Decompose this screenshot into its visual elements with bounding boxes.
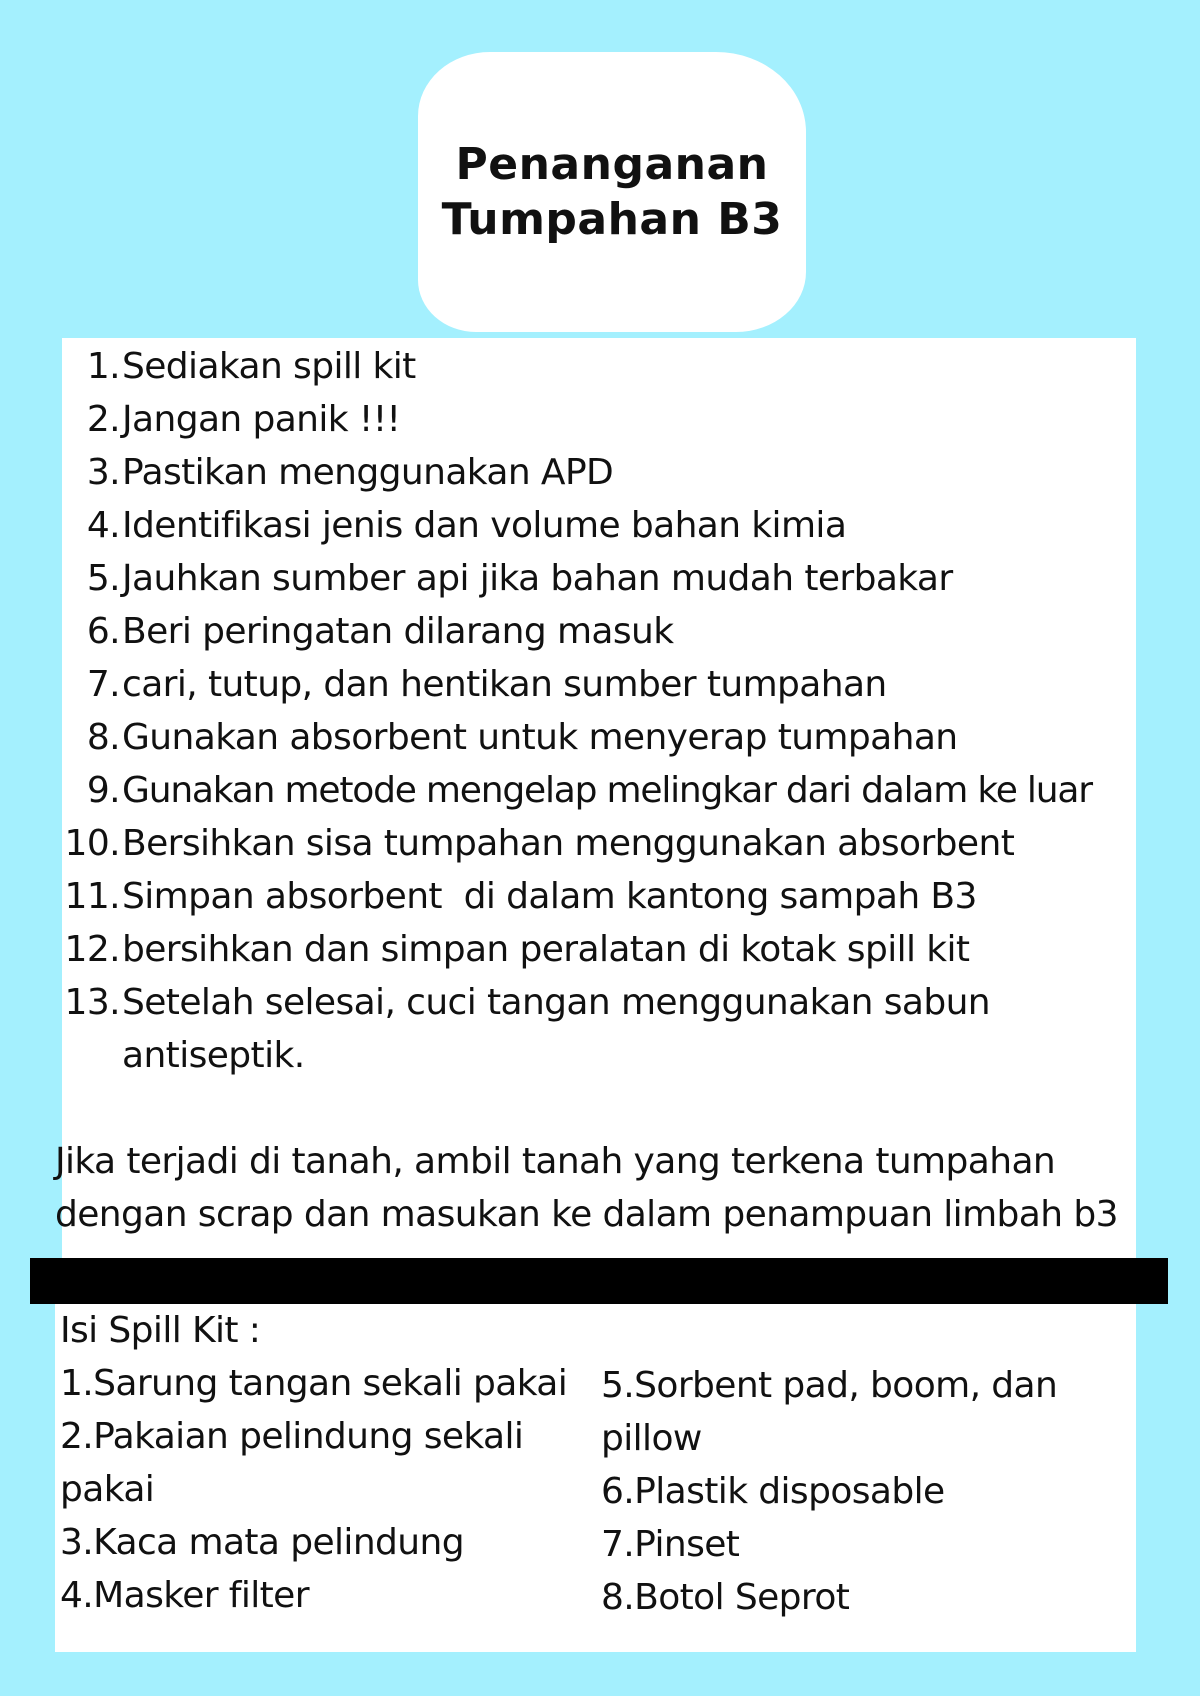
list-item: 8.Botol Seprot <box>601 1577 850 1618</box>
list-item <box>62 605 1142 658</box>
step-number: 12. <box>64 929 120 970</box>
step-text: Jauhkan sumber api jika bahan mudah terbakar <box>122 558 953 599</box>
list-item: 2.Pakaian pelindung sekali pakai <box>60 1416 524 1510</box>
step-number: 4. <box>86 505 120 546</box>
spill-kit-left-column <box>60 1357 580 1622</box>
divider-bar <box>30 1258 1168 1304</box>
step-number: 10. <box>64 823 120 864</box>
step-number: 8. <box>86 717 120 758</box>
step-number: 7. <box>86 664 120 705</box>
step-number: 5. <box>86 558 120 599</box>
step-number: 13. <box>64 982 120 1023</box>
list-item <box>62 711 1142 764</box>
list-item: 5.Sorbent pad, boom, dan pillow <box>601 1365 1058 1459</box>
step-text: Bersihkan sisa tumpahan menggunakan absorbent <box>122 823 1015 864</box>
step-text: Sediakan spill kit <box>122 346 416 387</box>
list-item <box>62 552 1142 605</box>
step-text: Jangan panik !!! <box>122 399 401 440</box>
list-item <box>62 499 1142 552</box>
spill-kit-heading: Isi Spill Kit : <box>60 1310 261 1351</box>
list-item <box>62 764 1142 817</box>
title-card <box>418 52 806 332</box>
list-item <box>62 870 1142 923</box>
step-text: Pastikan menggunakan APD <box>122 452 614 493</box>
step-number: 9. <box>86 770 120 811</box>
soil-spill-note: Jika terjadi di tanah, ambil tanah yang terkena tumpahan dengan scrap dan masukan ke dalam penampuan limbah b3 <box>55 1141 1118 1235</box>
list-item: 7.Pinset <box>601 1524 740 1565</box>
list-item <box>62 976 1142 1082</box>
step-text: Gunakan metode mengelap melingkar dari dalam ke luar <box>122 770 1092 811</box>
list-item: 3.Kaca mata pelindung <box>60 1522 464 1563</box>
step-text: Setelah selesai, cuci tangan menggunakan sabun antiseptik. <box>122 982 991 1076</box>
step-text: Gunakan absorbent untuk menyerap tumpahan <box>122 717 958 758</box>
list-item <box>62 340 1142 393</box>
step-text: Simpan absorbent di dalam kantong sampah B3 <box>122 876 977 917</box>
list-item <box>62 446 1142 499</box>
step-text: Identifikasi jenis dan volume bahan kimia <box>122 505 847 546</box>
step-number: 6. <box>86 611 120 652</box>
step-text: cari, tutup, dan hentikan sumber tumpahan <box>122 664 887 705</box>
steps-list <box>62 340 1142 1082</box>
spill-kit-right-column <box>601 1359 1121 1624</box>
list-item <box>62 393 1142 446</box>
list-item: 1.Sarung tangan sekali pakai <box>60 1363 568 1404</box>
list-item <box>62 817 1142 870</box>
list-item: 6.Plastik disposable <box>601 1471 945 1512</box>
step-text: bersihkan dan simpan peralatan di kotak spill kit <box>122 929 970 970</box>
step-text: Beri peringatan dilarang masuk <box>122 611 674 652</box>
step-number: 3. <box>86 452 120 493</box>
step-number: 2. <box>86 399 120 440</box>
list-item <box>62 658 1142 711</box>
list-item <box>62 923 1142 976</box>
page-title-line-1: Penanganan <box>455 138 769 190</box>
step-number: 11. <box>64 876 120 917</box>
page-title-line-2: Tumpahan B3 <box>441 194 783 245</box>
list-item: 4.Masker filter <box>60 1575 309 1616</box>
step-number: 1. <box>86 346 120 387</box>
